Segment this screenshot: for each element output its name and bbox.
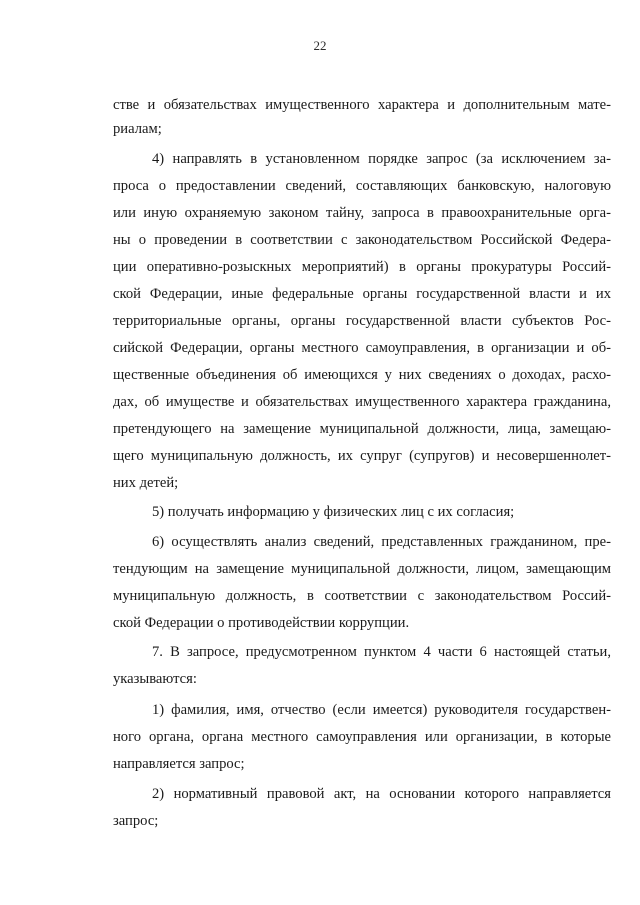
text-line: проса о предоставлении сведений, составляющих банковскую, налоговую <box>113 178 611 194</box>
text-line: указываются: <box>113 671 197 687</box>
text-line: щественные объединения об имеющихся у них сведениях о доходах, расхо- <box>113 367 611 383</box>
text-line: риалам; <box>113 121 162 137</box>
text-line: дах, об имуществе и обязательствах имущественного характера гражданина, <box>113 394 611 410</box>
text-line: ской Федерации, иные федеральные органы государственной власти и их <box>113 286 611 302</box>
text-line: претендующего на замещение муниципальной должности, лица, замещаю- <box>113 421 611 437</box>
text-line: 5) получать информацию у физических лиц с их согласия; <box>152 504 515 520</box>
text-line: ской Федерации о противодействии коррупции. <box>113 615 410 631</box>
text-line: муниципальную должность, в соответствии с законодательством Россий- <box>113 588 611 604</box>
text-line: 2) нормативный правовой акт, на основании которого направляется <box>152 786 611 802</box>
text-line: 4) направлять в установленном порядке запрос (за исключением за- <box>152 151 611 167</box>
text-line: территориальные органы, органы государственной власти субъектов Рос- <box>113 313 611 329</box>
text-line: ного органа, органа местного самоуправления или организации, в которые <box>113 729 611 745</box>
text-line: тендующим на замещение муниципальной должности, лицом, замещающим <box>113 561 611 577</box>
text-line: стве и обязательствах имущественного характера и дополнительным мате- <box>113 97 611 113</box>
text-line: 1) фамилия, имя, отчество (если имеется) руководителя государствен- <box>152 702 611 718</box>
page-number: 22 <box>313 38 327 53</box>
text-line: запрос; <box>113 813 159 829</box>
text-line: сийской Федерации, органы местного самоуправления, в организации и об- <box>113 340 611 356</box>
text-line: щего муниципальную должность, их супруг (супругов) и несовершеннолет- <box>113 448 611 464</box>
text-line: или иную охраняемую законом тайну, запроса в правоохранительные орга- <box>113 205 611 221</box>
text-line: ны о проведении в соответствии с законодательством Российской Федера- <box>113 232 611 248</box>
text-line: 6) осуществлять анализ сведений, представленных гражданином, пре- <box>152 534 611 550</box>
text-line: ции оперативно-розыскных мероприятий) в органы прокуратуры Россий- <box>113 259 611 275</box>
text-line: направляется запрос; <box>113 756 245 772</box>
text-line: 7. В запросе, предусмотренном пунктом 4 части 6 настоящей статьи, <box>152 644 611 660</box>
text-line: них детей; <box>113 475 179 491</box>
